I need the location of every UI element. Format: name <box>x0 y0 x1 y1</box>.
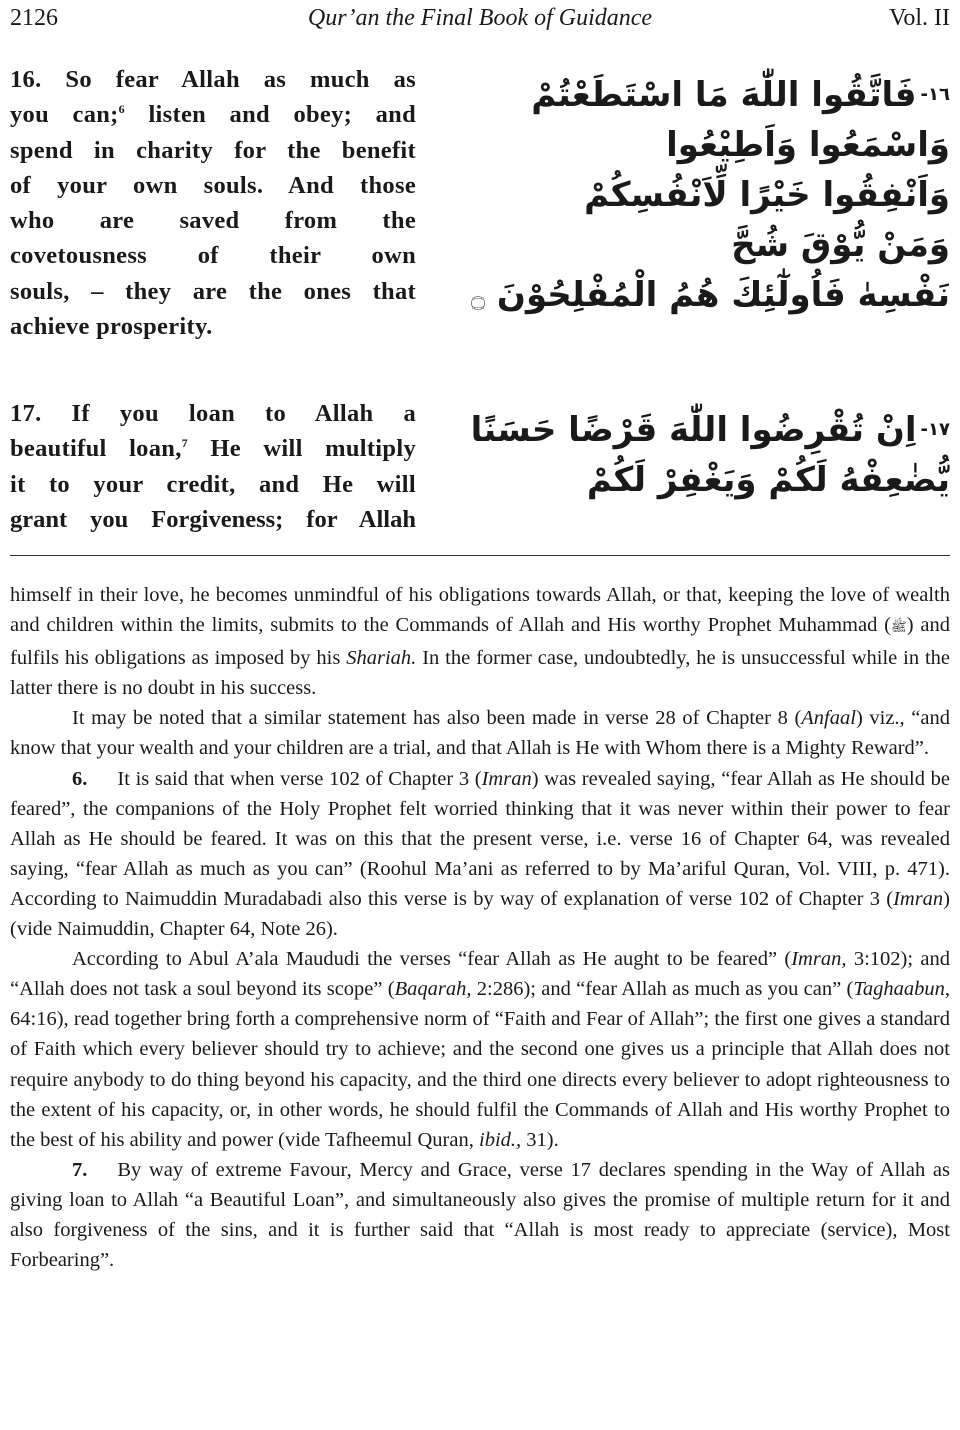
verse-17-arabic <box>470 405 950 505</box>
verse-line: 17. If you loan to Allah a <box>10 400 416 427</box>
verse-line: achieve prosperity. <box>10 313 213 341</box>
honorific-glyph: ﷺ <box>891 620 907 636</box>
verse-line: spend in charity for the benefit <box>10 136 416 164</box>
note-number: 7. <box>72 1158 88 1181</box>
verse-line: who are saved from the <box>10 207 416 235</box>
commentary-notes <box>10 580 950 1275</box>
footnote-ref-6: 6 <box>118 102 125 117</box>
verse-line: it to your credit, and He will <box>10 470 416 498</box>
verse-number-arabic: ١٧- <box>920 419 950 440</box>
footnote-ref-7: 7 <box>181 436 188 451</box>
note-paragraph: According to Abul A’ala Maududi the verses “fear Allah as He aught to be feared” (Imran, 3:102); and “Allah does not task a soul beyond its scope” (Baqarah, 2:286); and “fear Allah as much as you can” (Taghaabun, 64:16), read together bring forth a comprehensive norm of “Faith and Fear of Allah”; the first one gives a standard of Faith which every believer should try to achieve; and the second one gives us a principle that Allah does not require anybody to do thing beyond his capacity, and the third one directs every believer to adopt righteousness to the extent of his capacity, or, in other words, he should fulfil the Commands of Allah and His worthy Prophet to the best of his ability and power (vide Tafheemul Quran, ibid., 31). <box>10 948 950 1151</box>
verse-end-icon: ۝ <box>471 284 486 312</box>
note-6: 6. It is said that when verse 102 of Chapter 3 (Imran) was revealed saying, “fear Allah as He should be feared”, the companions of the Holy Prophet felt worried thinking that it was never within their power to fear Allah as He should be feared. It was on this that the present verse, i.e. verse 16 of Chapter 64, was revealed saying, “fear Allah as much as you can” (Roohul Ma’ani as referred to by Ma’ariful Quran, Vol. VIII, p. 471). According to Naimuddin Muradabadi also this verse is by way of explanation of verse 102 of Chapter 3 (Imran) (vide Naimuddin, Chapter 64, Note 26). <box>10 767 950 941</box>
arabic-line: يُّضٰعِفْهُ لَكُمْ وَيَغْفِرْ لَكُمْ <box>586 460 950 500</box>
verse-17-english <box>10 396 416 537</box>
verse-line: 16. So fear Allah as much as <box>10 66 416 93</box>
page-number: 2126 <box>10 5 58 31</box>
verse-line: covetousness of their own <box>10 242 416 270</box>
verse-line: souls, – they are the ones that <box>10 277 416 305</box>
note-7: 7. By way of extreme Favour, Mercy and Grace, verse 17 declares spending in the Way of Allah as giving loan to Allah “a Beautiful Loan”, and simultaneously also gives the promise of multiple return for it and also forgiveness of the sins, and it is further said that “Allah is most ready to appreciate (service), Most Forbearing”. <box>10 1158 950 1272</box>
verse-line: you can;$^6$ listen and obey; and <box>10 101 416 129</box>
arabic-line: وَاسْمَعُوا وَاَطِيْعُوا <box>666 125 950 165</box>
book-title: Qur’an the Final Book of Guidance <box>307 5 653 31</box>
note-number: 6. <box>72 767 88 790</box>
running-header <box>10 0 950 40</box>
verse-16-arabic <box>471 70 950 323</box>
note-paragraph: It may be noted that a similar statement has also been made in verse 28 of Chapter 8 (Anfaal) viz., “and know that your wealth and your children are a trial, and that Allah is He with Whom there is a Mighty Reward”. <box>10 707 950 760</box>
verse-number-arabic: ١٦- <box>920 84 950 105</box>
arabic-line: وَاَنْفِقُوا خَيْرًا لِّاَنْفُسِكُمْ <box>584 175 950 215</box>
arabic-line: $^{١٦-}$فَاتَّقُوا اللّٰهَ مَا اسْتَطَعْتُمْ <box>531 75 950 115</box>
arabic-line: $^{١٧-}$اِنْ تُقْرِضُوا اللّٰهَ قَرْضًا حَسَنًا <box>470 410 950 450</box>
verse-line: grant you Forgiveness; for Allah <box>10 505 416 533</box>
verse-line: of your own souls. And those <box>10 171 416 199</box>
verse-line: beautiful loan,$^7$ He will multiply <box>10 435 416 463</box>
section-divider <box>10 555 950 556</box>
arabic-line: وَمَنْ يُّوْقَ شُحَّ <box>731 225 950 265</box>
verse-16-english <box>10 62 416 344</box>
arabic-line: نَفْسِهٰ فَاُولٰٓئِكَ هُمُ الْمُفْلِحُوْنَ ۝ <box>471 275 950 315</box>
volume-label: Vol. II <box>889 5 950 31</box>
note-paragraph: himself in their love, he becomes unmindful of his obligations towards Allah, or that, keeping the love of wealth and children within the limits, submits to the Commands of Allah and His worthy Prophet Muhammad (ﷺ) and fulfils his obligations as imposed by his Shariah. In the former case, undoubtedly, he is unsuccessful while in the latter there is no doubt in his success. <box>10 584 951 700</box>
